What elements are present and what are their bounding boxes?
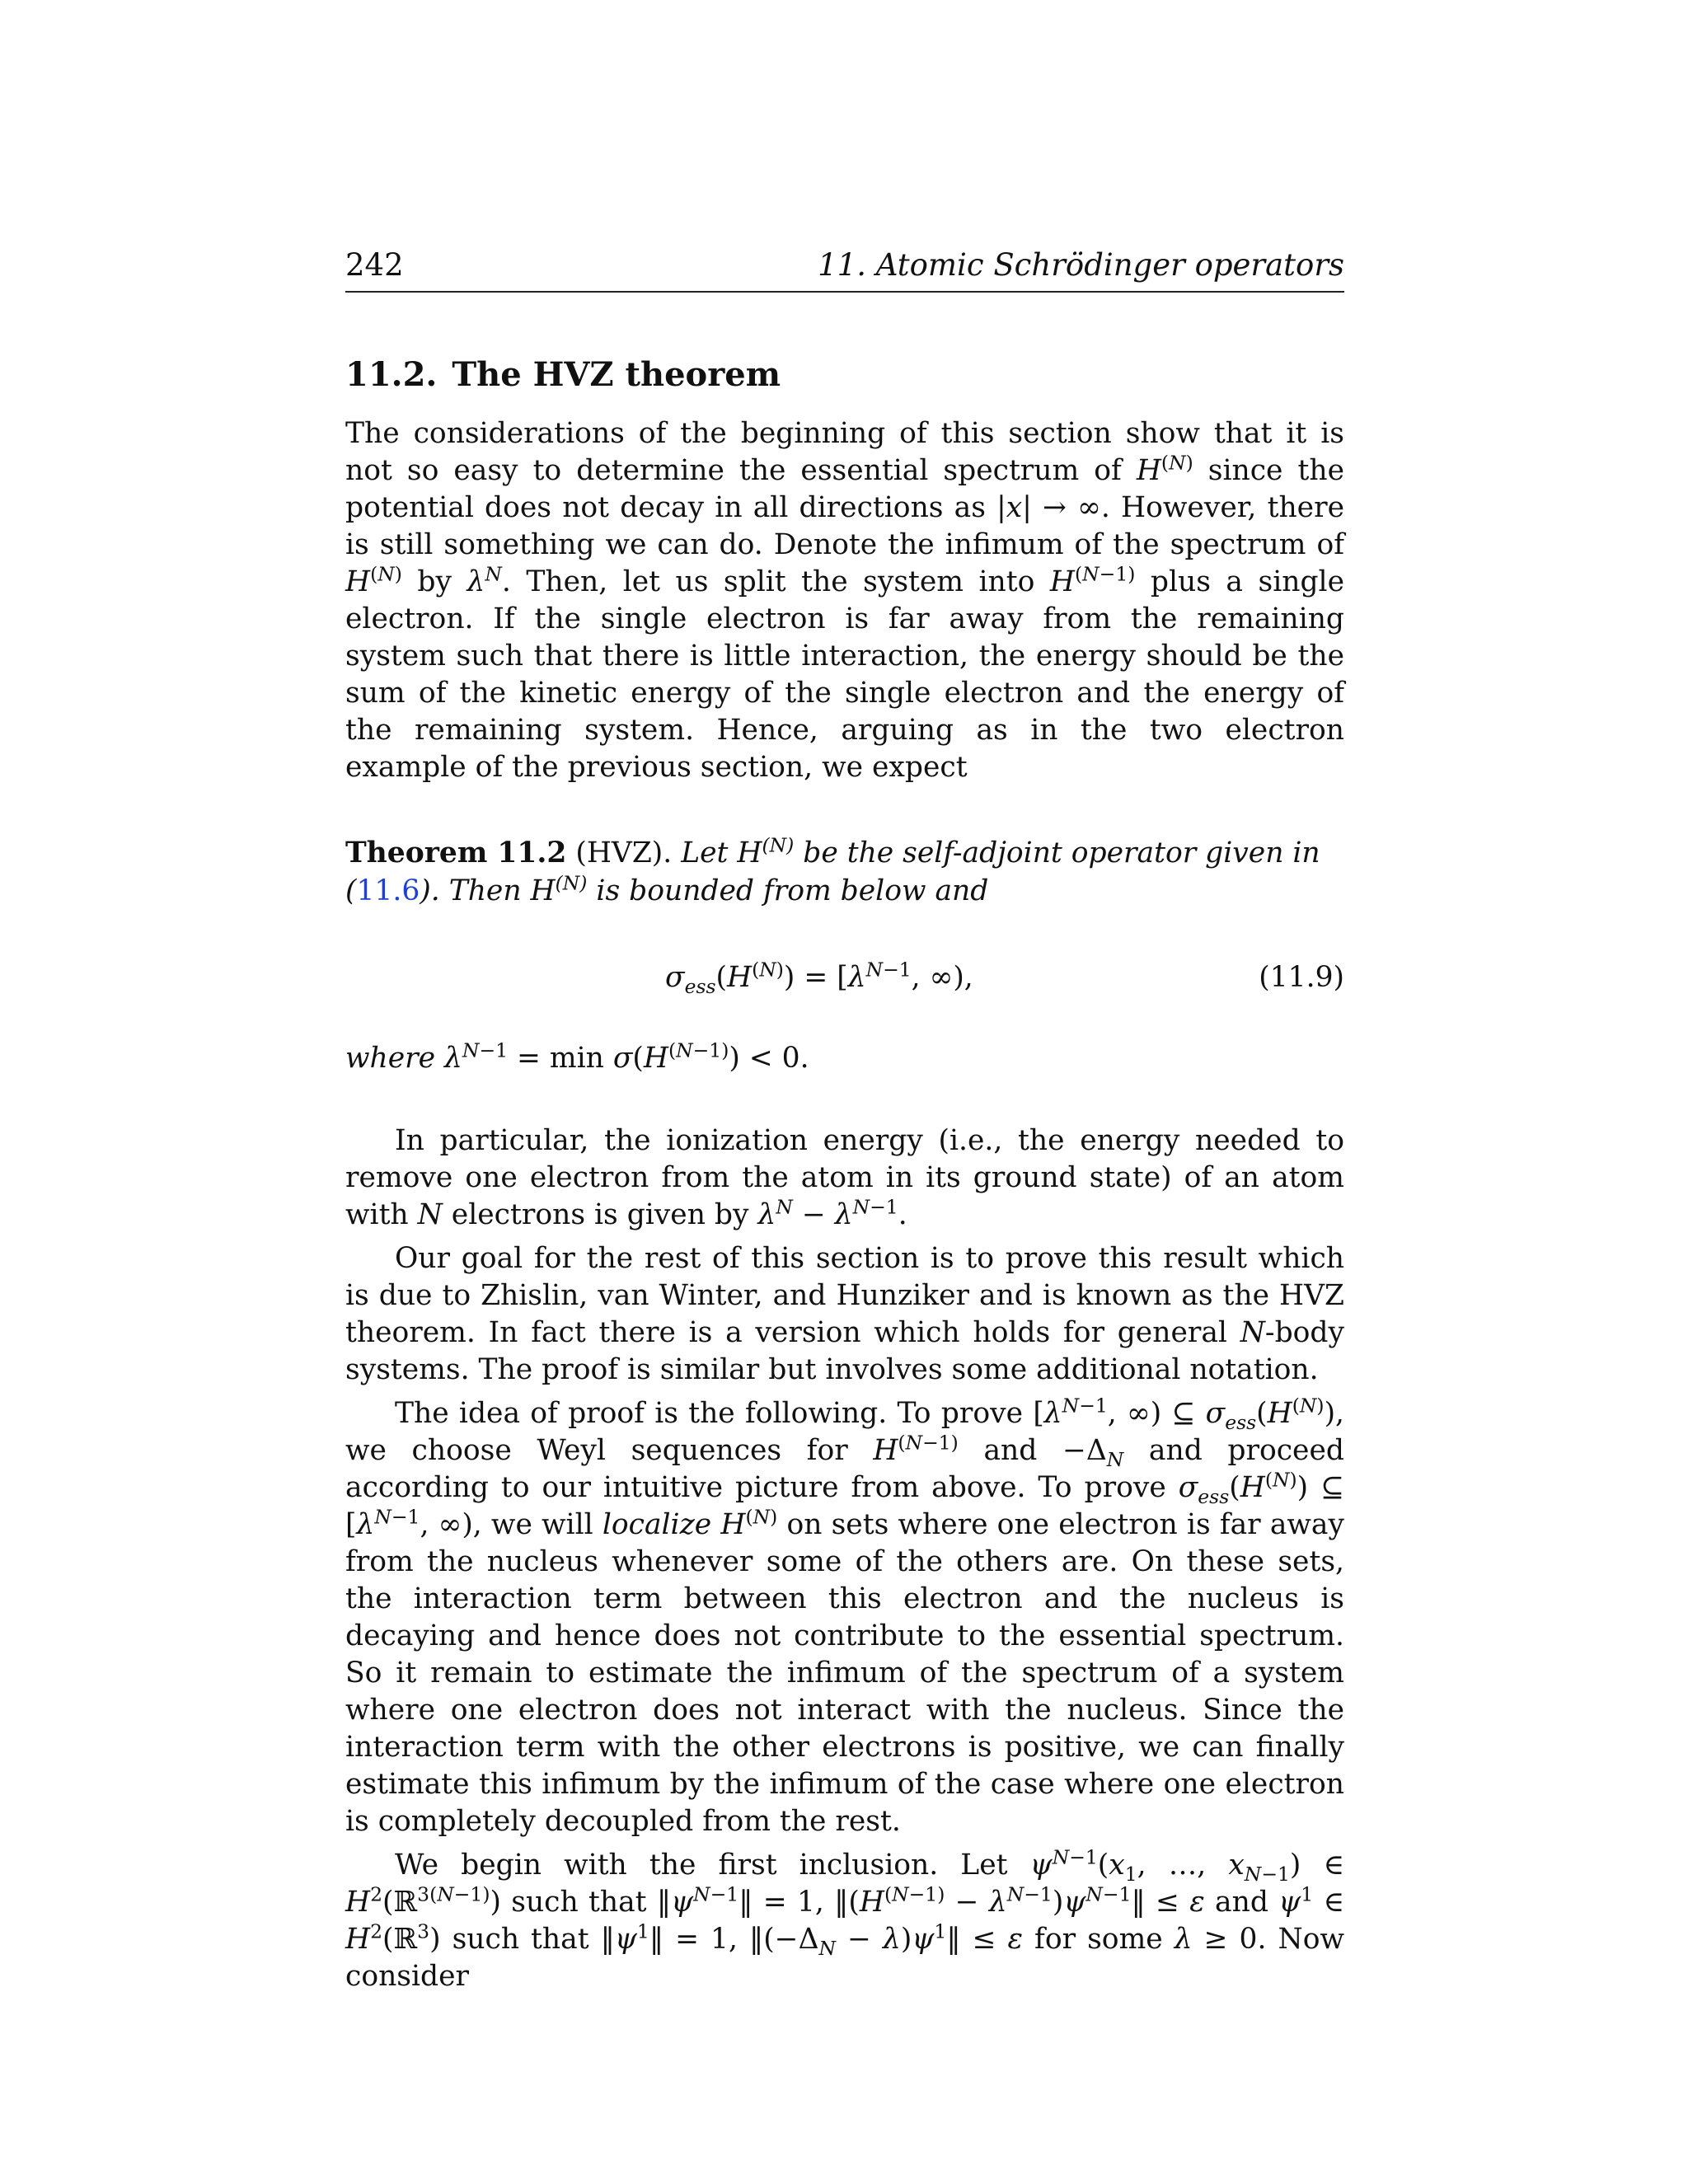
- theorem-where-clause: where $\lambda^{N-1} = \min \sigma(H^{(N-1)}) < 0$.: [345, 1038, 809, 1075]
- display-equation: [345, 958, 1344, 1002]
- running-header: [345, 247, 1344, 293]
- theorem-name: Theorem 11.2: [345, 837, 567, 869]
- first-inclusion-paragraph: We begin with the first inclusion. Let $\psi^{N-1}(x_1$, …, $x_{N-1}$) ∈ $H^2(ℝ^{3(N-1)})$ such that $‖\psi^{N-1}‖ = 1$, $‖(H^{(N-1)}$ − $\lambda^{N-1})\psi^{N-1}‖ \le \varepsilon$ and $\psi^1$ ∈ $H^2(ℝ^3)$ such that $‖\psi^1‖ = 1$, $‖(-\Delta_N$ − $\lambda)\psi^1‖ \le \varepsilon$ for some λ ≥ 0. Now consider: [345, 1845, 1345, 1993]
- ionization-paragraph: In particular, the ionization energy (i.e., the energy needed to remove one electron from the atom in its ground state) of an atom with N electrons is given by $\lambda^N - \lambda^{N-1}$.: [345, 1124, 1344, 1231]
- page: [345, 247, 1344, 1995]
- page-number: 242: [345, 247, 404, 283]
- section-heading: [345, 355, 1344, 394]
- equation-number: (11.9): [1259, 961, 1344, 994]
- goal-paragraph: Our goal for the rest of this section is to prove this result which is due to Zhislin, van Winter, and Hunziker and is known as the HVZ theorem. In fact there is a version which holds for general N-body systems. The proof is similar but involves some additional notation.: [345, 1242, 1344, 1386]
- intro-paragraph: The considerations of the beginning of this section show that it is not so easy to determine the essential spectrum of $H^{(N)}$ since the potential does not decay in all directions as |x| → ∞. However, there is still something we can do. Denote the infimum of the spectrum of $H^{(N)}$ by $\lambda^N$. Then, let us split the system into $H^{(N-1)}$ plus a single electron. If the single electron is far away from the remaining system such that there is little interaction, the energy should be the sum of the kinetic energy of the single electron and the energy of the remaining system. Hence, arguing as in the two electron example of the previous section, we expect: [345, 417, 1344, 784]
- proof-idea-paragraph: The idea of proof is the following. To prove [$\lambda^{N-1}$, ∞) ⊆ $\sigma_{ess}(H^{(N)})$, we choose Weyl sequences for $H^{(N-1)}$ and $-\Delta_N$ and proceed according to our intuitive picture from above. To prove $\sigma_{ess}(H^{(N)})$ ⊆ [$\lambda^{N-1}$, ∞), we will localize $H^{(N)}$ on sets where one electron is far away from the nucleus whenever some of the others are. On these sets, the interaction term between this electron and the nucleus is decaying and hence does not contribute to the essential spectrum. So it remain to estimate the infimum of the spectrum of a system where one electron does not interact with the nucleus. Since the interaction term with the other electrons is positive, we can finally estimate this infimum by the infimum of the case where one electron is completely decoupled from the rest.: [345, 1394, 1344, 1838]
- section-number: 11.2.: [345, 355, 438, 394]
- theorem-statement: Theorem 11.2 (HVZ). Let $H^{(N)}$ be the self-adjoint operator given in (11.6). Then $H^{(N)}$ is bounded from below and: [345, 833, 1320, 907]
- chapter-title: 11. Atomic Schrödinger operators: [818, 247, 1344, 283]
- equation-formula: $\sigma_{ess}(H^{(N)}) = [\lambda^{N-1}$, ∞),: [665, 958, 973, 998]
- section-title: The HVZ theorem: [452, 355, 781, 394]
- equation-reference-link[interactable]: 11.6: [356, 874, 420, 907]
- theorem-attribution: (HVZ).: [575, 837, 673, 869]
